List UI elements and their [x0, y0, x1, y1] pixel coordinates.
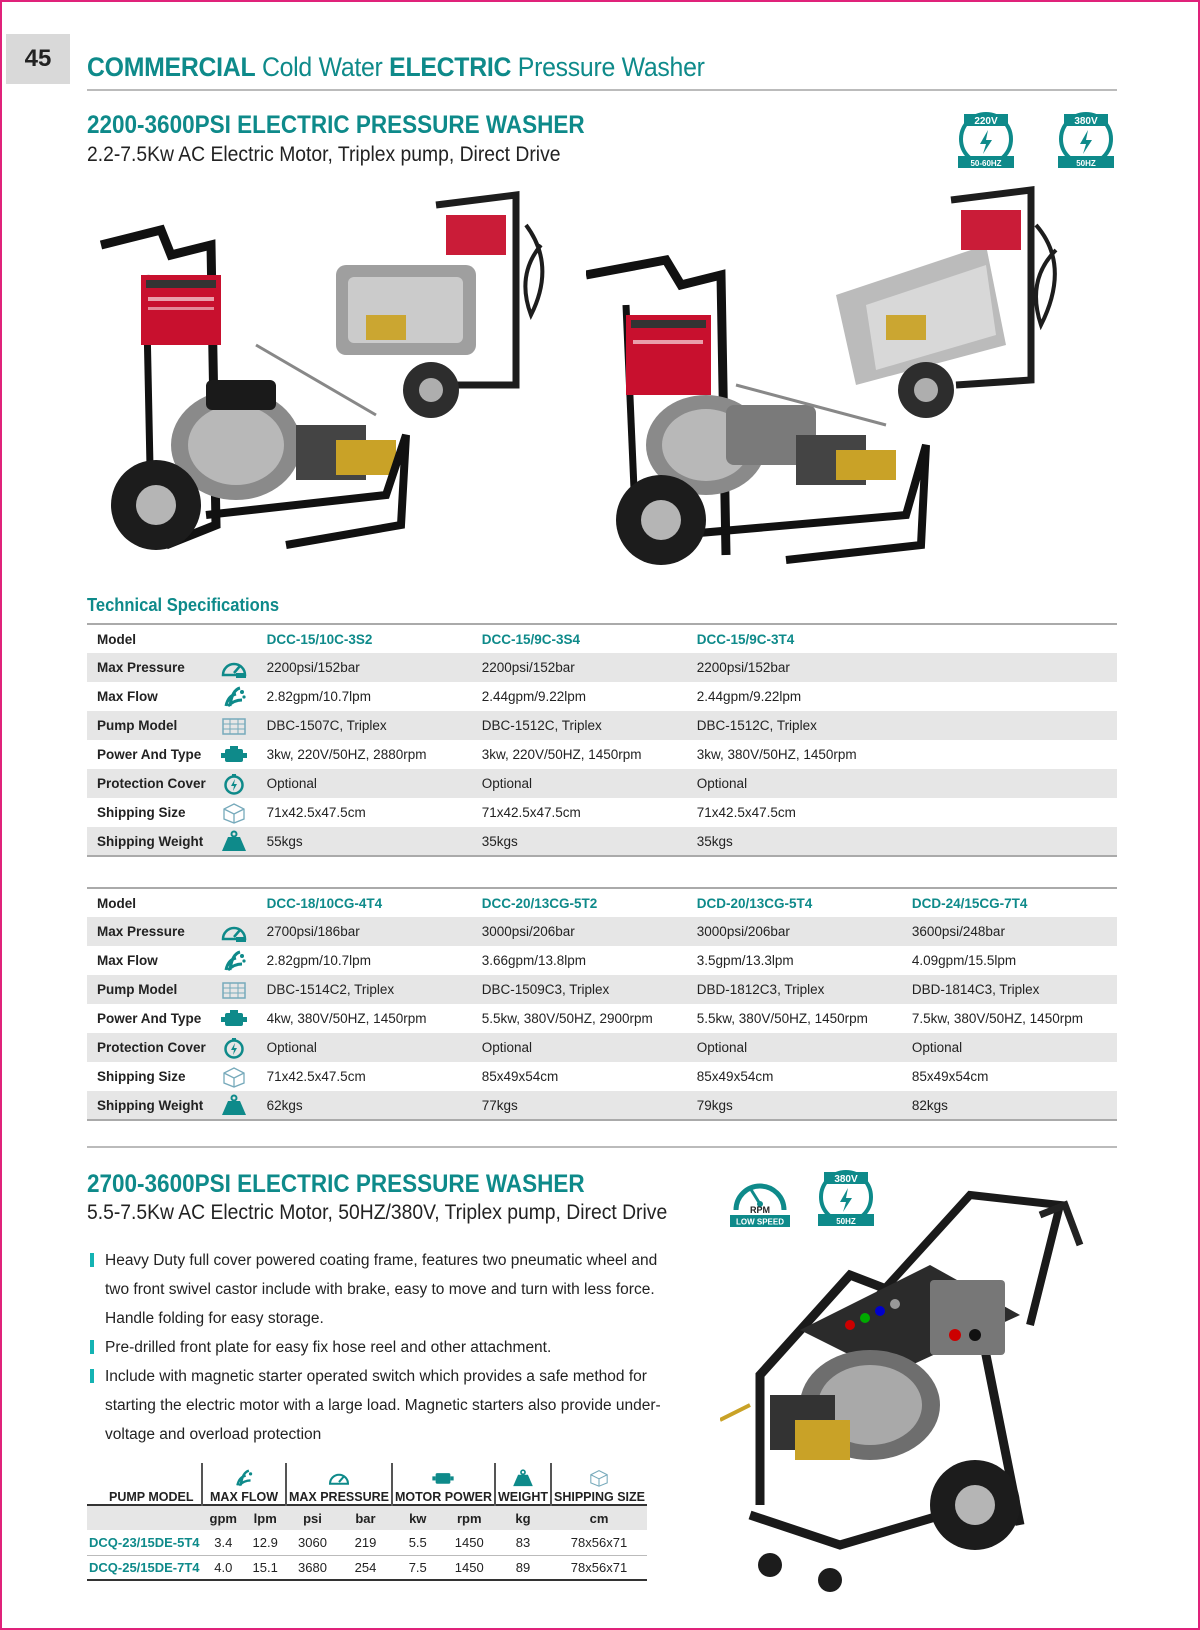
cell-value: 7.5kw, 380V/50HZ, 1450rpm	[911, 1011, 1083, 1026]
spec-label-shipping-size: Shipping Size	[97, 805, 186, 820]
model-name: DCD-24/15CG-7T4	[902, 888, 1117, 917]
unit-label: kg	[495, 1505, 551, 1530]
table-row	[87, 711, 1117, 740]
table-row	[87, 1033, 1117, 1062]
cell-value: 4.0	[202, 1555, 244, 1580]
pressure-washer-photo-heavy-duty	[720, 1185, 1115, 1600]
badge-380v-bottom: 50HZ	[1076, 159, 1096, 168]
model-name: DCC-15/10C-3S2	[257, 624, 472, 653]
table-row	[87, 769, 1117, 798]
cell-value: 2200psi/152bar	[257, 653, 472, 682]
cell-value: 5.5kw, 380V/50HZ, 1450rpm	[696, 1011, 868, 1026]
model-name: DCC-15/9C-3S4	[472, 624, 687, 653]
spec-label-max-pressure: Max Pressure	[87, 653, 216, 682]
cell-value: 78x56x71	[551, 1555, 647, 1580]
cell-value: 2700psi/186bar	[257, 917, 472, 946]
cell-value: DBD-1812C3, Triplex	[687, 975, 902, 1004]
cell-value: Optional	[257, 1033, 472, 1062]
section2-title: 2700-3600PSI ELECTRIC PRESSURE WASHER	[87, 1170, 585, 1198]
voltage-220v-icon	[956, 112, 1016, 170]
box-icon	[220, 802, 248, 824]
list-item: Pre-drilled front plate for easy fix hose reel and other attachment.	[87, 1333, 667, 1362]
col-header-max-flow	[202, 1463, 286, 1505]
gauge-icon	[220, 921, 248, 943]
cell-value: Optional	[257, 769, 472, 798]
badge-220v-bottom: 50-60HZ	[970, 159, 1002, 168]
feature-list	[87, 1246, 667, 1449]
unit-label: lpm	[244, 1505, 286, 1530]
spec-label-model: Model	[87, 624, 216, 653]
pressure-washer-photo-small	[86, 185, 586, 585]
gauge-icon	[220, 657, 248, 679]
cell-value: 82kgs	[902, 1091, 1117, 1120]
badge-380v-top: 380V	[1074, 116, 1098, 127]
table-row	[87, 888, 1117, 917]
spec-label-pump-model: Pump Model	[87, 975, 216, 1004]
header-label: MAX FLOW	[210, 1490, 279, 1504]
cell-value: 71x42.5x47.5cm	[696, 805, 796, 820]
cell-value: 89	[495, 1555, 551, 1580]
col-header-shipping-size	[551, 1463, 647, 1505]
cell-value: 3680	[286, 1555, 339, 1580]
cell-value: 3000psi/206bar	[472, 917, 687, 946]
shield-icon	[220, 1037, 248, 1059]
model-name: DCQ-23/15DE-5T4	[87, 1530, 202, 1555]
page-number: 45	[6, 34, 70, 84]
section1-subtitle: 2.2-7.5Kw AC Electric Motor, Triplex pump, Direct Drive	[87, 143, 561, 166]
box-icon	[586, 1469, 612, 1487]
cell-value: 3600psi/248bar	[902, 917, 1117, 946]
cell-value: 85x49x54cm	[911, 1069, 989, 1084]
spec-table-2	[87, 887, 1117, 1121]
title-part-electric: ELECTRIC	[389, 52, 512, 82]
cell-value: 78x56x71	[551, 1530, 647, 1555]
cell-value: 83	[495, 1530, 551, 1555]
page-title	[87, 52, 705, 83]
spec-label-pump-model: Pump Model	[87, 711, 216, 740]
header-label: MOTOR POWER	[394, 1490, 492, 1504]
cell-value: 35kgs	[687, 827, 902, 856]
weight-icon	[220, 830, 248, 852]
cell-value: Optional	[687, 769, 902, 798]
badge-380v-top: 380V	[834, 1174, 858, 1185]
cell-value: 62kgs	[257, 1091, 472, 1120]
col-header-motor-power	[392, 1463, 495, 1505]
spec-label-model: Model	[87, 888, 216, 917]
cell-value: 3kw, 220V/50HZ, 2880rpm	[266, 747, 427, 762]
title-part-pressure-washer: Pressure Washer	[511, 52, 705, 82]
pump-icon	[220, 715, 248, 737]
cell-value: 219	[339, 1530, 392, 1555]
motor-icon	[220, 744, 248, 766]
spec-label-protection-cover: Protection Cover	[87, 1033, 216, 1062]
unit-label: kw	[392, 1505, 444, 1530]
cell-value: 1450	[443, 1530, 495, 1555]
title-divider	[87, 89, 1117, 91]
header-label: MAX PRESSURE	[288, 1490, 389, 1504]
cell-value: 15.1	[244, 1555, 286, 1580]
model-name: DCD-20/13CG-5T4	[687, 888, 902, 917]
cell-value: 5.5kw, 380V/50HZ, 2900rpm	[481, 1011, 653, 1026]
header-label: PUMP MODEL	[109, 1490, 194, 1504]
cell-value: 2.82gpm/10.7lpm	[266, 689, 371, 704]
header-label: SHIPPING SIZE	[553, 1490, 645, 1504]
spec-label-shipping-weight: Shipping Weight	[87, 827, 216, 856]
cell-value: 2.44gpm/9.22lpm	[696, 689, 802, 704]
cell-value: 2200psi/152bar	[472, 653, 687, 682]
cell-value: 3060	[286, 1530, 339, 1555]
spec-label-max-pressure: Max Pressure	[87, 917, 216, 946]
unit-label: cm	[551, 1505, 647, 1530]
spec-table-1	[87, 623, 1117, 857]
table-row	[87, 798, 1117, 827]
cell-value: DBC-1512C, Triplex	[472, 711, 687, 740]
cell-value: 5.5	[392, 1530, 444, 1555]
model-name: DCQ-25/15DE-7T4	[87, 1555, 202, 1580]
unit-label: rpm	[443, 1505, 495, 1530]
units-row	[87, 1505, 647, 1530]
header-label: WEIGHT	[497, 1490, 548, 1504]
table-row	[87, 740, 1117, 769]
cell-value: 71x42.5x47.5cm	[481, 805, 581, 820]
title-part-commercial: COMMERCIAL	[87, 52, 256, 82]
model-name: DCC-15/9C-3T4	[687, 624, 902, 653]
cell-value: 35kgs	[472, 827, 687, 856]
list-item: Include with magnetic starter operated switch which provides a safe method for starting the electric motor with a large load. Magnetic starters also provide under-voltage and overload protection	[87, 1362, 667, 1449]
table-row	[87, 653, 1117, 682]
pump-icon	[220, 979, 248, 1001]
water-splash-icon	[220, 950, 248, 972]
pressure-washer-photo-large	[586, 185, 1116, 595]
spec-label-shipping-size: Shipping Size	[97, 1069, 186, 1084]
cell-value: 2.82gpm/10.7lpm	[266, 953, 371, 968]
cell-value: 71x42.5x47.5cm	[266, 805, 366, 820]
table-row	[87, 946, 1117, 975]
table-row	[87, 1530, 647, 1555]
badge-220v-top: 220V	[974, 116, 998, 127]
badge-380v-bottom: 50HZ	[836, 1217, 856, 1226]
cell-value: 4kw, 380V/50HZ, 1450rpm	[266, 1011, 427, 1026]
cell-value: 79kgs	[687, 1091, 902, 1120]
spec-label-power-and-type: Power And Type	[97, 747, 202, 762]
table-row	[87, 624, 1117, 653]
pump-spec-table	[87, 1463, 647, 1581]
cell-value: 12.9	[244, 1530, 286, 1555]
cell-value: 1450	[443, 1555, 495, 1580]
technical-specifications-title: Technical Specifications	[87, 595, 280, 615]
list-item: Heavy Duty full cover powered coating frame, features two pneumatic wheel and two front swivel castor include with brake, easy to move and turn with less force. Handle folding for easy storage.	[87, 1246, 667, 1333]
table-row	[87, 1091, 1117, 1120]
cell-value: DBC-1507C, Triplex	[257, 711, 472, 740]
col-header-max-pressure	[286, 1463, 392, 1505]
unit-label: psi	[286, 1505, 339, 1530]
cell-value: 55kgs	[257, 827, 472, 856]
table-row	[87, 1062, 1117, 1091]
cell-value: 85x49x54cm	[481, 1069, 559, 1084]
cell-value: 3.4	[202, 1530, 244, 1555]
spec-label-max-flow: Max Flow	[97, 689, 158, 704]
cell-value: DBD-1814C3, Triplex	[902, 975, 1117, 1004]
cell-value: 3000psi/206bar	[687, 917, 902, 946]
cell-value: 85x49x54cm	[696, 1069, 774, 1084]
cell-value: 254	[339, 1555, 392, 1580]
spec-label-shipping-weight: Shipping Weight	[87, 1091, 216, 1120]
spec-label-max-flow: Max Flow	[97, 953, 158, 968]
cell-value: 2.44gpm/9.22lpm	[481, 689, 587, 704]
badge-rpm-top: RPM	[750, 1205, 770, 1215]
section1-title: 2200-3600PSI ELECTRIC PRESSURE WASHER	[87, 111, 585, 139]
col-header-weight	[495, 1463, 551, 1505]
cell-value: DBC-1512C, Triplex	[687, 711, 902, 740]
cell-value: 3kw, 380V/50HZ, 1450rpm	[696, 747, 857, 762]
table-row	[87, 1004, 1117, 1033]
table-row	[87, 1555, 647, 1580]
unit-label: bar	[339, 1505, 392, 1530]
cell-value: 77kgs	[472, 1091, 687, 1120]
col-header-pump-model	[87, 1463, 202, 1505]
gauge-icon	[326, 1469, 352, 1487]
box-icon	[220, 1066, 248, 1088]
section2-subtitle: 5.5-7.5Kw AC Electric Motor, 50HZ/380V, Triplex pump, Direct Drive	[87, 1201, 668, 1224]
cell-value: Optional	[902, 1033, 1117, 1062]
water-splash-icon	[231, 1469, 257, 1487]
cell-value: 7.5	[392, 1555, 444, 1580]
model-name: DCC-20/13CG-5T2	[472, 888, 687, 917]
table-header-row	[87, 1463, 647, 1505]
voltage-380v-icon	[1056, 112, 1116, 170]
table-row	[87, 682, 1117, 711]
title-part-cold-water: Cold Water	[255, 52, 390, 82]
table-row	[87, 917, 1117, 946]
motor-icon	[220, 1008, 248, 1030]
table-row	[87, 827, 1117, 856]
cell-value: Optional	[687, 1033, 902, 1062]
cell-value: 2200psi/152bar	[687, 653, 902, 682]
spec-label-protection-cover: Protection Cover	[87, 769, 216, 798]
weight-icon	[220, 1094, 248, 1116]
motor-icon	[430, 1469, 456, 1487]
cell-value: 3.5gpm/13.3lpm	[696, 953, 794, 968]
cell-value: 4.09gpm/15.5lpm	[911, 953, 1017, 968]
badge-low-speed-bottom: LOW SPEED	[735, 1217, 785, 1227]
weight-icon	[510, 1469, 536, 1487]
table-row	[87, 975, 1117, 1004]
section-divider	[87, 1146, 1117, 1148]
cell-value: 71x42.5x47.5cm	[266, 1069, 366, 1084]
spec-label-power-and-type: Power And Type	[97, 1011, 202, 1026]
shield-icon	[220, 773, 248, 795]
cell-value: Optional	[472, 769, 687, 798]
cell-value: DBC-1514C2, Triplex	[257, 975, 472, 1004]
model-name: DCC-18/10CG-4T4	[257, 888, 472, 917]
cell-value: DBC-1509C3, Triplex	[472, 975, 687, 1004]
water-splash-icon	[220, 686, 248, 708]
cell-value: Optional	[472, 1033, 687, 1062]
unit-label: gpm	[202, 1505, 244, 1530]
cell-value: 3.66gpm/13.8lpm	[481, 953, 587, 968]
cell-value: 3kw, 220V/50HZ, 1450rpm	[481, 747, 642, 762]
